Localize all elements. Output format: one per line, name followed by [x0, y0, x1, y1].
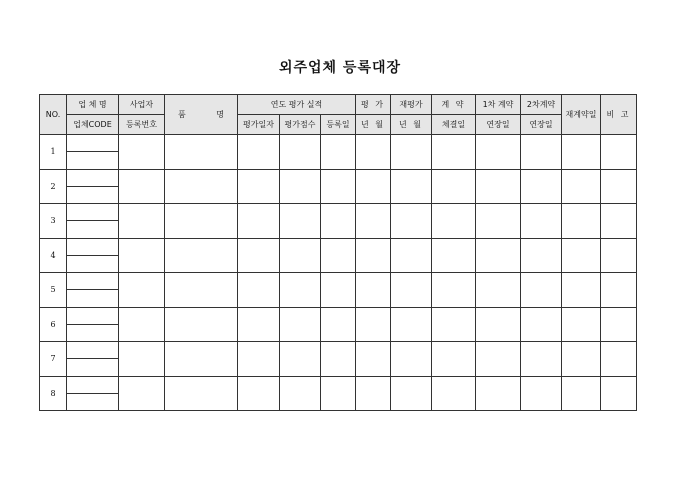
table-row	[40, 376, 637, 411]
data-cell[interactable]	[521, 204, 562, 239]
data-cell[interactable]	[356, 169, 391, 204]
data-cell[interactable]	[391, 238, 432, 273]
data-cell[interactable]	[119, 204, 165, 239]
data-cell[interactable]	[321, 342, 356, 377]
table-row	[40, 307, 637, 342]
company-name-field[interactable]	[67, 377, 118, 394]
data-cell[interactable]	[476, 204, 521, 239]
data-cell[interactable]	[521, 342, 562, 377]
data-cell[interactable]	[119, 273, 165, 308]
data-cell[interactable]	[521, 169, 562, 204]
header-eval-1: 평 가	[356, 95, 391, 115]
header-reeval-1: 재평가	[391, 95, 432, 115]
company-cell[interactable]	[67, 135, 119, 170]
data-cell[interactable]	[601, 238, 637, 273]
header-eval-2: 년 월	[356, 115, 391, 135]
company-cell[interactable]	[67, 238, 119, 273]
data-cell[interactable]	[601, 135, 637, 170]
company-name-field[interactable]	[67, 342, 118, 359]
data-cell[interactable]	[476, 307, 521, 342]
row-number: 6	[40, 307, 67, 342]
data-cell[interactable]	[391, 169, 432, 204]
data-cell[interactable]	[432, 204, 476, 239]
header-ext2-2: 연장일	[521, 115, 562, 135]
data-cell[interactable]	[321, 376, 356, 411]
data-cell[interactable]	[165, 169, 238, 204]
company-cell[interactable]	[67, 307, 119, 342]
data-cell[interactable]	[356, 307, 391, 342]
company-cell[interactable]	[67, 273, 119, 308]
data-cell[interactable]	[432, 135, 476, 170]
data-cell[interactable]	[280, 204, 321, 239]
data-cell[interactable]	[391, 376, 432, 411]
data-cell[interactable]	[238, 238, 280, 273]
header-reg-date: 등록일	[321, 115, 356, 135]
data-cell[interactable]	[562, 273, 601, 308]
company-code-field[interactable]	[67, 394, 118, 410]
data-cell[interactable]	[119, 135, 165, 170]
data-cell[interactable]	[391, 204, 432, 239]
table-row	[40, 342, 637, 377]
data-cell[interactable]	[476, 342, 521, 377]
data-cell[interactable]	[321, 307, 356, 342]
company-name-field[interactable]	[67, 308, 118, 325]
data-cell[interactable]	[601, 376, 637, 411]
data-cell[interactable]	[601, 204, 637, 239]
company-code-field[interactable]	[67, 152, 118, 168]
data-cell[interactable]	[432, 342, 476, 377]
data-cell[interactable]	[119, 342, 165, 377]
header-ext2-1: 2차계약	[521, 95, 562, 115]
header-bizreg-2: 등록번호	[119, 115, 165, 135]
data-cell[interactable]	[562, 342, 601, 377]
data-cell[interactable]	[391, 135, 432, 170]
header-eval-date: 평가일자	[238, 115, 280, 135]
header-eval-group: 연도 평가 실적	[238, 95, 356, 115]
data-cell[interactable]	[280, 307, 321, 342]
header-remarks: 비 고	[601, 95, 637, 135]
data-cell[interactable]	[165, 273, 238, 308]
table-row	[40, 273, 637, 308]
company-code-field[interactable]	[67, 256, 118, 272]
data-cell[interactable]	[238, 273, 280, 308]
data-cell[interactable]	[476, 376, 521, 411]
data-cell[interactable]	[165, 204, 238, 239]
data-cell[interactable]	[321, 169, 356, 204]
row-number: 1	[40, 135, 67, 170]
data-cell[interactable]	[601, 342, 637, 377]
data-cell[interactable]	[280, 169, 321, 204]
header-eval-score: 평가점수	[280, 115, 321, 135]
row-number: 2	[40, 169, 67, 204]
data-cell[interactable]	[476, 169, 521, 204]
data-cell[interactable]	[280, 342, 321, 377]
data-cell[interactable]	[356, 273, 391, 308]
data-cell[interactable]	[280, 273, 321, 308]
data-cell[interactable]	[432, 169, 476, 204]
company-code-field[interactable]	[67, 290, 118, 306]
data-cell[interactable]	[391, 307, 432, 342]
row-number: 3	[40, 204, 67, 239]
data-cell[interactable]	[601, 169, 637, 204]
data-cell[interactable]	[321, 204, 356, 239]
data-cell[interactable]	[521, 273, 562, 308]
row-number: 8	[40, 376, 67, 411]
data-cell[interactable]	[321, 135, 356, 170]
company-cell[interactable]	[67, 204, 119, 239]
data-cell[interactable]	[238, 135, 280, 170]
data-cell[interactable]	[119, 238, 165, 273]
data-cell[interactable]	[391, 342, 432, 377]
data-cell[interactable]	[238, 376, 280, 411]
company-name-field[interactable]	[67, 273, 118, 290]
table-body	[40, 135, 637, 411]
header-ext1-2: 연장일	[476, 115, 521, 135]
table-row	[40, 169, 637, 204]
data-cell[interactable]	[321, 273, 356, 308]
header-company-code: 업체CODE	[67, 115, 119, 135]
data-cell[interactable]	[476, 273, 521, 308]
data-cell[interactable]	[562, 169, 601, 204]
company-cell[interactable]	[67, 169, 119, 204]
data-cell[interactable]	[562, 135, 601, 170]
data-cell[interactable]	[562, 376, 601, 411]
data-cell[interactable]	[476, 238, 521, 273]
data-cell[interactable]	[321, 238, 356, 273]
data-cell[interactable]	[356, 342, 391, 377]
data-cell[interactable]	[432, 376, 476, 411]
data-cell[interactable]	[280, 376, 321, 411]
row-number: 4	[40, 238, 67, 273]
table-row	[40, 135, 637, 170]
data-cell[interactable]	[356, 204, 391, 239]
header-recontract: 재계약일	[562, 95, 601, 135]
header-reeval-2: 년 월	[391, 115, 432, 135]
data-cell[interactable]	[165, 135, 238, 170]
data-cell[interactable]	[238, 204, 280, 239]
page-title: 외주업체 등록대장	[278, 60, 402, 76]
data-cell[interactable]	[476, 135, 521, 170]
data-cell[interactable]	[238, 307, 280, 342]
data-cell[interactable]	[119, 307, 165, 342]
company-code-field[interactable]	[67, 221, 118, 237]
data-cell[interactable]	[165, 307, 238, 342]
data-cell[interactable]	[119, 169, 165, 204]
header-bizreg-1: 사업자	[119, 95, 165, 115]
data-cell[interactable]	[356, 238, 391, 273]
header-item: 품 명	[165, 95, 238, 135]
data-cell[interactable]	[280, 135, 321, 170]
data-cell[interactable]	[356, 135, 391, 170]
data-cell[interactable]	[432, 307, 476, 342]
header-ext1-1: 1차 계약	[476, 95, 521, 115]
table-row	[40, 204, 637, 239]
company-code-field[interactable]	[67, 187, 118, 203]
data-cell[interactable]	[601, 307, 637, 342]
data-cell[interactable]	[521, 238, 562, 273]
company-name-field[interactable]	[67, 135, 118, 152]
table-row	[40, 238, 637, 273]
data-cell[interactable]	[280, 238, 321, 273]
data-cell[interactable]	[521, 307, 562, 342]
header-contract-1: 계 약	[432, 95, 476, 115]
company-name-field[interactable]	[67, 170, 118, 187]
data-cell[interactable]	[165, 342, 238, 377]
company-cell[interactable]	[67, 342, 119, 377]
data-cell[interactable]	[562, 238, 601, 273]
data-cell[interactable]	[238, 342, 280, 377]
data-cell[interactable]	[391, 273, 432, 308]
company-code-field[interactable]	[67, 359, 118, 375]
company-cell[interactable]	[67, 376, 119, 411]
data-cell[interactable]	[601, 273, 637, 308]
data-cell[interactable]	[165, 238, 238, 273]
data-cell[interactable]	[432, 238, 476, 273]
data-cell[interactable]	[119, 376, 165, 411]
registry-table	[39, 94, 637, 411]
data-cell[interactable]	[432, 273, 476, 308]
header-contract-2: 체결일	[432, 115, 476, 135]
header-company-name: 업 체 명	[67, 95, 119, 115]
header-no: NO.	[40, 95, 67, 135]
row-number: 5	[40, 273, 67, 308]
data-cell[interactable]	[562, 307, 601, 342]
data-cell[interactable]	[165, 376, 238, 411]
company-name-field[interactable]	[67, 204, 118, 221]
row-number: 7	[40, 342, 67, 377]
data-cell[interactable]	[356, 376, 391, 411]
company-name-field[interactable]	[67, 239, 118, 256]
data-cell[interactable]	[562, 204, 601, 239]
data-cell[interactable]	[521, 376, 562, 411]
data-cell[interactable]	[521, 135, 562, 170]
data-cell[interactable]	[238, 169, 280, 204]
table-header	[40, 95, 637, 135]
company-code-field[interactable]	[67, 325, 118, 341]
